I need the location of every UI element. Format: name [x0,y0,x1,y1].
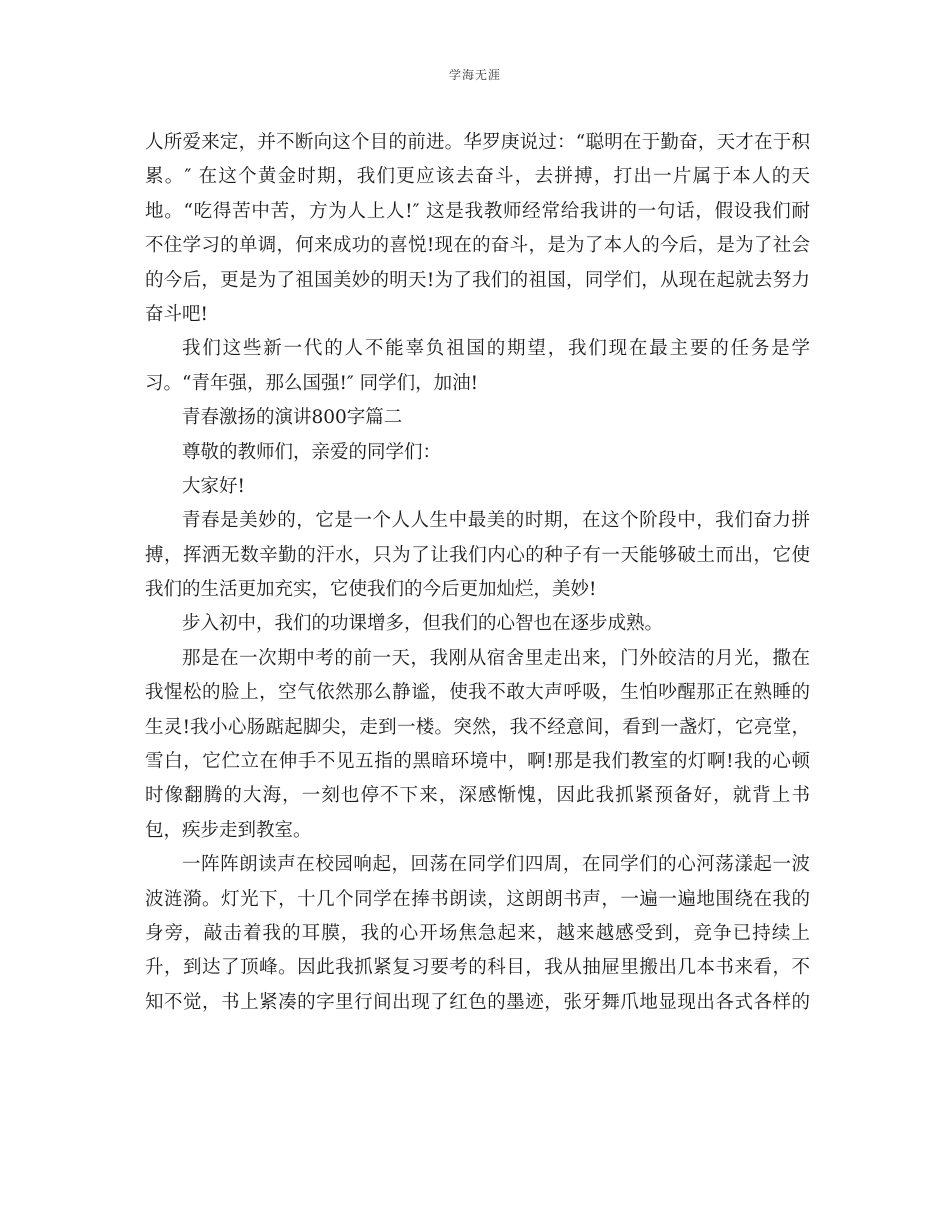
text-line: 步入初中，我们的功课增多，但我们的心智也在逐步成熟。 [182,613,664,635]
text-line: 习。“青年强，那么国强!″ 同学们，加油! [145,372,479,394]
text-line: 奋斗吧! [145,303,208,325]
text-line: 波涟漪。灯光下，十几个同学在捧书朗读，这朗朗书声，一遍一遍地围绕在我的 [145,888,810,910]
text-line: 一阵阵朗读声在校园响起，回荡在同学们四周，在同学们的心河荡漾起一波 [182,854,810,876]
text-line: 青春是美妙的，它是一个人人生中最美的时期，在这个阶段中，我们奋力拼 [182,510,810,532]
text-line: 雪白，它伫立在伸手不见五指的黑暗环境中，啊!那是我们教室的灯啊!我的心顿 [145,751,810,773]
text-line: 累。″ 在这个黄金时期，我们更应该去奋斗，去拼搏，打出一片属于本人的天 [145,166,810,188]
text-line: 搏，挥洒无数辛勤的汗水，只为了让我们内心的种子有一天能够破土而出，它使 [145,544,810,566]
text-line: 大家好! [182,475,245,497]
text-line: 时像翻腾的大海，一刻也停不下来，深感惭愧，因此我抓紧预备好，就背上书 [145,785,810,807]
text-line: 人所爱来定，并不断向这个目的前进。华罗庚说过：“聪明在于勤奋，天才在于积 [145,132,810,153]
text-line: 地。“吃得苦中苦，方为人上人!″ 这是我教师经常给我讲的一句话，假设我们耐 [145,200,810,222]
text-line: 包，疾步走到教室。 [145,819,312,841]
document-body [145,126,810,1020]
text-line: 我们这些新一代的人不能辜负祖国的期望，我们现在最主要的任务是学 [182,338,810,360]
text-line: 身旁，敲击着我的耳膜，我的心开场焦急起来，越来越感受到，竞争已持续上 [145,922,810,944]
text-line: 不住学习的单调，何来成功的喜悦!现在的奋斗，是为了本人的今后，是为了社会 [145,235,810,257]
text-line: 升，到达了顶峰。因此我抓紧复习要考的科目，我从抽屉里搬出几本书来看，不 [145,957,810,979]
text-line: 知不觉，书上紧凑的字里行间出现了红色的墨迹，张牙舞爪地显现出各式各样的 [145,991,810,1013]
text-line: 青春激扬的演讲800字篇二 [182,407,403,429]
text-line: 生灵!我小心肠踮起脚尖，走到一楼。突然，我不经意间，看到一盏灯，它亮堂， [145,716,810,738]
page-header: 学海无涯 [448,68,501,82]
text-line: 那是在一次期中考的前一天，我刚从宿舍里走出来，门外皎洁的月光，撒在 [182,647,810,669]
text-line: 尊敬的教师们，亲爱的同学们： [182,441,442,463]
text-line: 的今后，更是为了祖国美妙的明天!为了我们的祖国，同学们，从现在起就去努力 [145,269,810,291]
text-line: 我们的生活更加充实，它使我们的今后更加灿烂，美妙! [145,579,597,601]
text-line: 我惺松的脸上，空气依然那么静谧，使我不敢大声呼吸，生怕吵醒那正在熟睡的 [145,682,810,704]
